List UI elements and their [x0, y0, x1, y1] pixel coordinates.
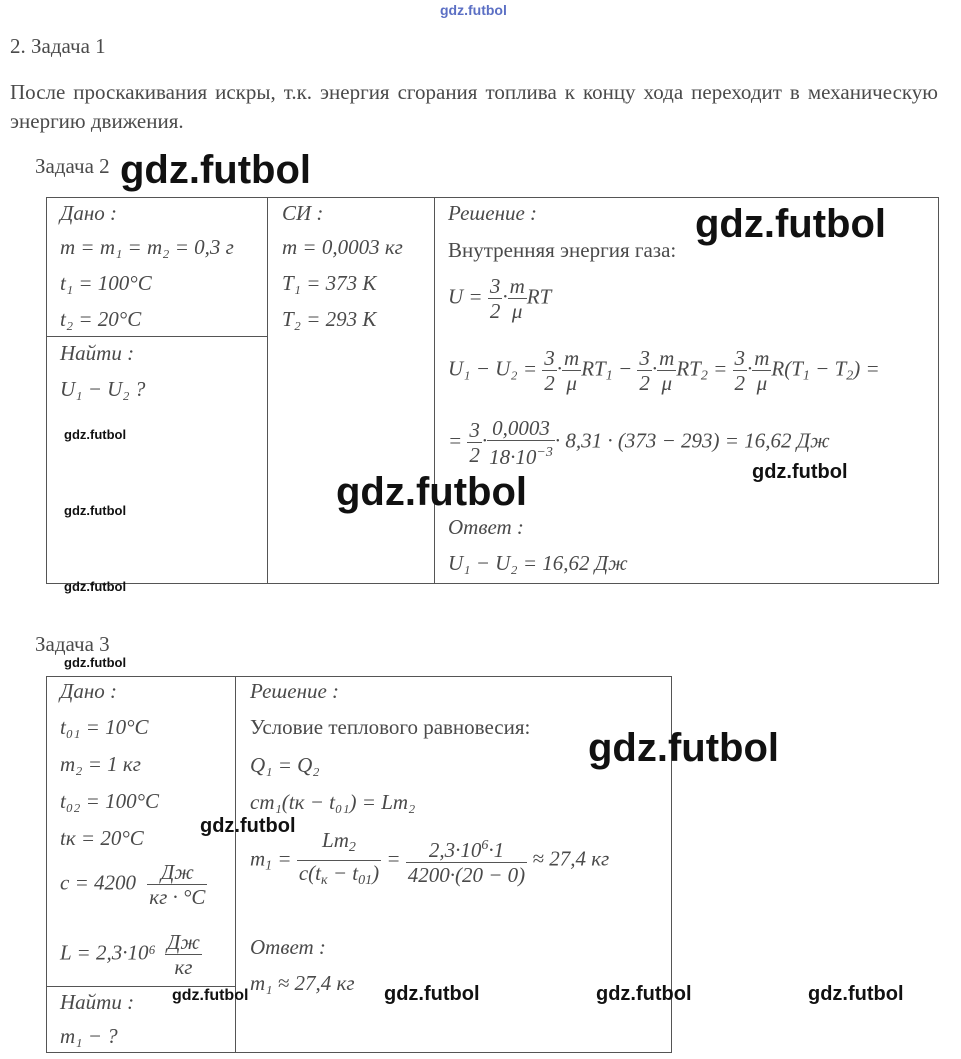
solution-title: Решение : — [250, 679, 340, 703]
formula-result: ≈ 27,4 кг — [532, 846, 610, 871]
unit-denominator: кг · °C — [149, 885, 206, 909]
divider — [434, 197, 435, 584]
given-title: Дано : — [60, 679, 118, 703]
given-item: t₁ = 100°C — [60, 271, 152, 295]
given-item: t₂ = 20°C — [60, 307, 142, 331]
answer: U₁ − U₂ = 16,62 Дж — [448, 551, 628, 575]
given-latent-heat — [60, 930, 202, 979]
solution-title: Решение : — [448, 201, 538, 225]
formula-lhs: U = — [448, 284, 483, 309]
watermark: gdz.futbol — [64, 503, 127, 518]
find-item: m₁ − ? — [60, 1024, 118, 1048]
watermark: gdz.futbol — [808, 983, 904, 1005]
find-title: Найти : — [60, 341, 135, 365]
find-item: U₁ − U₂ ? — [60, 377, 146, 401]
given-item: m₂ = 1 кг — [60, 752, 141, 776]
answer-title: Ответ : — [250, 935, 326, 959]
calc-result: · 8,31 · (373 − 293) = 16,62 Дж — [554, 428, 830, 453]
watermark-top: gdz.futbol — [440, 2, 507, 18]
condition: Условие теплового равновесия: — [250, 715, 531, 739]
task1-heading: 2. Задача 1 — [10, 34, 106, 58]
formula-difference: U₁ − U₂ = $\frac{3}{2}$ · $\frac{m}{\mu}$ $RT_1$ − $\frac{3}{2}$ · $\frac{m}{\mu}$ $RT_2$ = $\frac{3}{2}$ · $\frac{m}{\mu}$ $R(T_1 - T_2)$ = — [448, 346, 880, 395]
unit-numerator: Дж — [147, 860, 207, 885]
watermark: gdz.futbol — [120, 148, 312, 192]
watermark: gdz.futbol — [64, 427, 127, 442]
watermark: gdz.futbol — [384, 983, 480, 1005]
answer-title: Ответ : — [448, 515, 524, 539]
si-item: T₁ = 373 К — [282, 271, 377, 295]
equation: cm₁(tк − t₀₁) = Lm₂ — [250, 790, 416, 814]
watermark: gdz.futbol — [752, 461, 848, 483]
given-item: m = m₁ = m₂ = 0,3 г — [60, 235, 234, 259]
si-title: СИ : — [282, 201, 324, 225]
watermark: gdz.futbol — [64, 655, 127, 670]
find-title: Найти : — [60, 990, 135, 1014]
formula-lhs: U₁ − U₂ = — [448, 356, 538, 381]
given-item: tк = 20°C — [60, 826, 144, 850]
divider — [46, 336, 268, 337]
answer: m₁ ≈ 27,4 кг — [250, 971, 355, 995]
unit-numerator: Дж — [167, 930, 200, 954]
watermark: gdz.futbol — [596, 983, 692, 1005]
equation: Q₁ = Q₂ — [250, 753, 320, 777]
given-item: t₀₂ = 100°C — [60, 789, 160, 813]
given-title: Дано : — [60, 201, 118, 225]
given-value: c = 4200 — [60, 870, 136, 895]
watermark: gdz.futbol — [200, 815, 296, 837]
task3-heading: Задача 3 — [35, 632, 110, 656]
watermark: gdz.futbol — [64, 579, 127, 594]
si-item: m = 0,0003 кг — [282, 235, 403, 259]
si-item: T₂ = 293 К — [282, 307, 377, 331]
unit-denominator: кг — [174, 955, 193, 979]
watermark: gdz.futbol — [588, 726, 780, 770]
given-item: t₀₁ = 10°C — [60, 715, 149, 739]
given-value: L = 2,3·10⁶ — [60, 940, 156, 965]
watermark: gdz.futbol — [695, 202, 887, 246]
watermark: gdz.futbol — [336, 470, 528, 514]
formula-mass: $m_1$ = $\frac{Lm_2}{c(t_к - t_{01})}$ = $\frac{2,3\cdot 10^6\cdot 1}{4200\cdot(20 - 0)}$ ≈ 27,4 кг — [250, 828, 610, 888]
formula-calculation: = $\frac{3}{2}$ · $\frac{0,0003}{18\cdot 10^{-3}}$ · 8,31 · (373 − 293) = 16,62 Дж — [448, 416, 830, 469]
formula-internal-energy: U = $\frac{3}{2}$ · $\frac{m}{\mu}$ RT — [448, 274, 552, 323]
task2-heading: Задача 2 — [35, 154, 110, 178]
divider — [267, 197, 268, 584]
task1-text: После проскакивания искры, т.к. энергия сгорания топлива к концу хода переходит в механическую энергию движения. — [10, 80, 938, 133]
given-specific-heat — [60, 860, 207, 909]
watermark: gdz.futbol — [172, 987, 249, 1004]
solution-intro: Внутренняя энергия газа: — [448, 238, 677, 262]
